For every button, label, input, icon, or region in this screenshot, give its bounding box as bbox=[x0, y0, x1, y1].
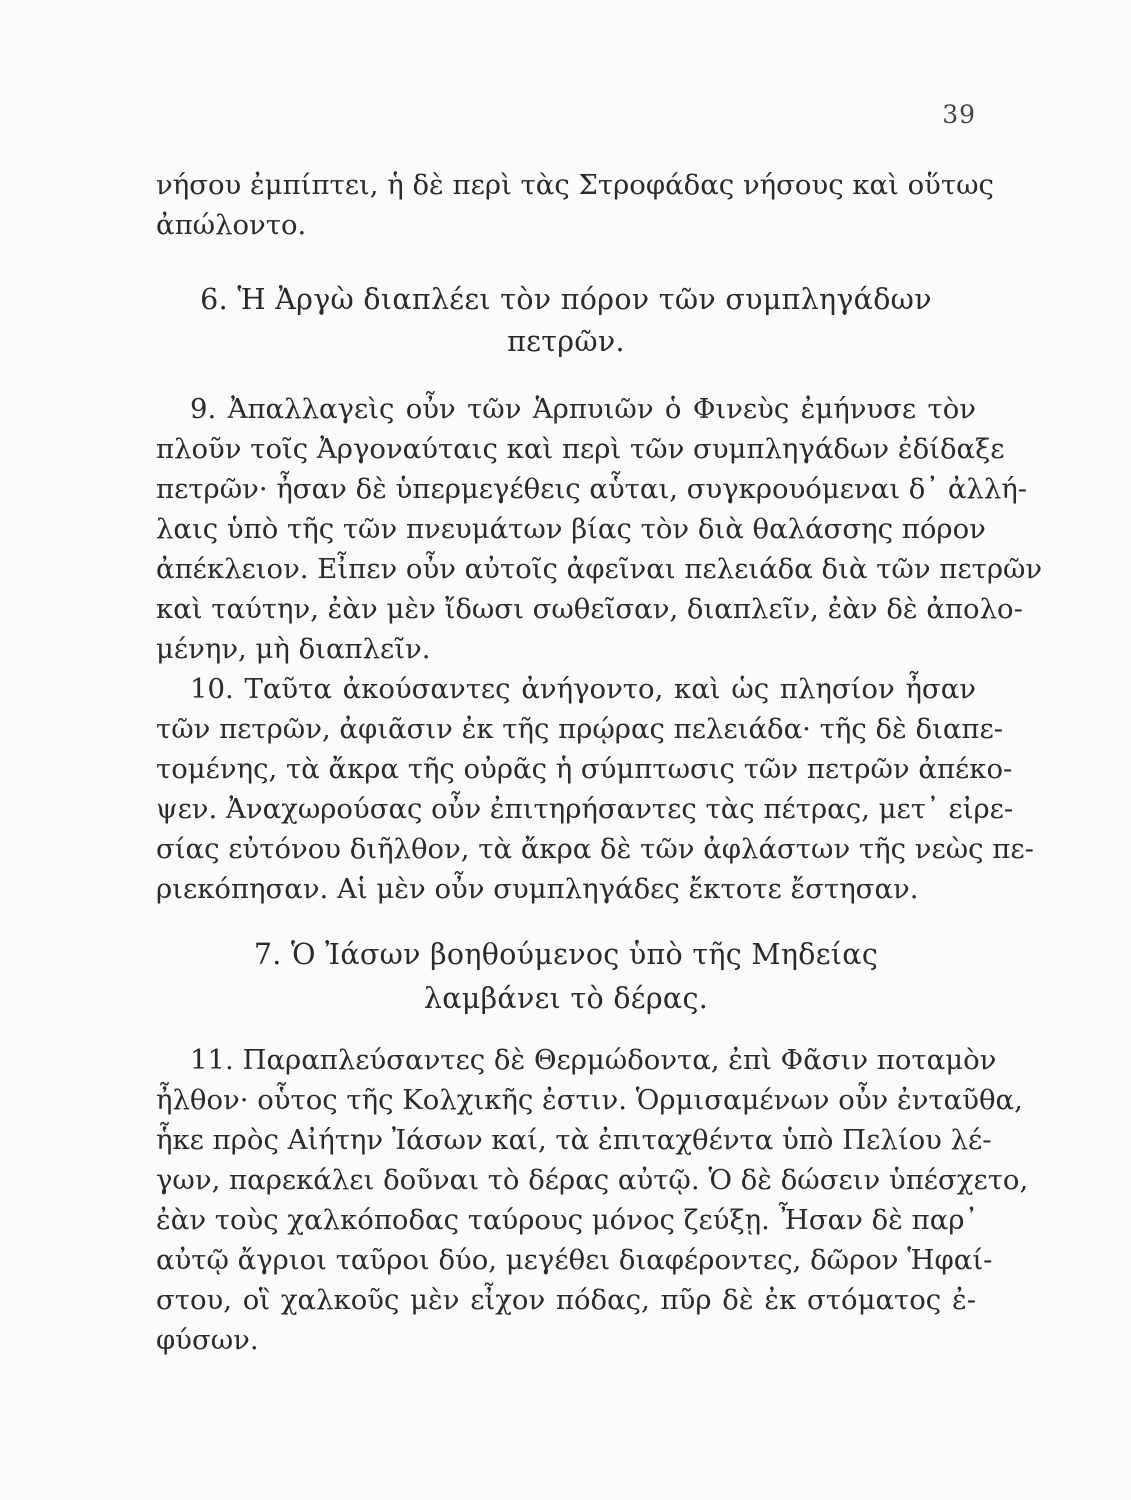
text-line: ἧκε πρὸς Αἰήτην Ἰάσων καί, τὰ ἐπιταχθέντα ὑπὸ Πελίου λέ- bbox=[156, 1124, 992, 1156]
text-line: πλοῦν τοῖς Ἀργοναύταις καὶ περὶ τῶν συμπληγάδων ἐδίδαξε bbox=[156, 433, 1005, 465]
text-line: πετρῶν· ἦσαν δὲ ὑπερμεγέθεις αὗται, συγκρουόμεναι δ᾿ ἀλλή- bbox=[156, 473, 1028, 505]
text-line: τῶν πετρῶν, ἀφιᾶσιν ἐκ τῆς πρῴρας πελειάδα· τῆς δὲ διαπε- bbox=[156, 713, 1004, 745]
text-line: γων, παρεκάλει δοῦναι τὸ δέρας αὐτῷ. Ὁ δὲ δώσειν ὑπέσχετο, bbox=[156, 1164, 1029, 1196]
text-line: φύσων. bbox=[156, 1324, 259, 1356]
section-heading: 7. Ὁ Ἰάσων βοηθούμενος ὑπὸ τῆς Μηδείας bbox=[253, 938, 879, 971]
text-line: 11. Παραπλεύσαντες δὲ Θερμώδοντα, ἐπὶ Φᾶσιν ποταμὸν bbox=[190, 1044, 997, 1076]
section-heading: 6. Ἡ Ἀργὼ διαπλέει τὸν πόρον τῶν συμπληγάδων bbox=[200, 283, 932, 316]
text-line: ἀπώλοντο. bbox=[156, 209, 307, 241]
text-line: μένην, μὴ διαπλεῖν. bbox=[156, 633, 431, 665]
text-line: 10. Ταῦτα ἀκούσαντες ἀνήγοντο, καὶ ὡς πλησίον ἦσαν bbox=[190, 673, 976, 705]
text-line: στου, οἳ χαλκοῦς μὲν εἶχον πόδας, πῦρ δὲ ἐκ στόματος ἐ- bbox=[156, 1284, 976, 1316]
text-line: 9. Ἀπαλλαγεὶς οὖν τῶν Ἁρπυιῶν ὁ Φινεὺς ἐμήνυσε τὸν bbox=[190, 393, 976, 425]
text-line: νήσου ἐμπίπτει, ἡ δὲ περὶ τὰς Στροφάδας νήσους καὶ οὕτως bbox=[156, 169, 994, 201]
section-heading: πετρῶν. bbox=[507, 325, 625, 358]
text-line: ἦλθον· οὗτος τῆς Κολχικῆς ἐστιν. Ὁρμισαμένων οὖν ἐνταῦθα, bbox=[156, 1084, 1023, 1116]
text-line: τομένης, τὰ ἄκρα τῆς οὐρᾶς ἡ σύμπτωσις τῶν πετρῶν ἀπέκο- bbox=[156, 753, 1013, 785]
text-line: καὶ ταύτην, ἐὰν μὲν ἴδωσι σωθεῖσαν, διαπλεῖν, ἐὰν δὲ ἀπολο- bbox=[156, 593, 1023, 625]
text-line: αὐτῷ ἄγριοι ταῦροι δύο, μεγέθει διαφέροντες, δῶρον Ἡφαί- bbox=[156, 1244, 993, 1276]
section-heading: λαμβάνει τὸ δέρας. bbox=[423, 982, 709, 1015]
text-line: σίας εὐτόνου διῆλθον, τὰ ἄκρα δὲ τῶν ἀφλάστων τῆς νεὼς πε- bbox=[156, 833, 1034, 865]
text-line: ἐὰν τοὺς χαλκόποδας ταύρους μόνος ζεύξῃ. Ἦσαν δὲ παρ᾿ bbox=[156, 1204, 979, 1236]
text-line: ριεκόπησαν. Αἱ μὲν οὖν συμπληγάδες ἔκτοτε ἔστησαν. bbox=[156, 873, 919, 905]
text-line: ἀπέκλειον. Εἶπεν οὖν αὐτοῖς ἀφεῖναι πελειάδα διὰ τῶν πετρῶν bbox=[156, 553, 1043, 585]
page-number: 39 bbox=[942, 100, 976, 129]
text-line: ψεν. Ἀναχωρούσας οὖν ἐπιτηρήσαντες τὰς πέτρας, μετ᾿ εἰρε- bbox=[156, 793, 1014, 825]
text-line: λαις ὑπὸ τῆς τῶν πνευμάτων βίας τὸν διὰ θαλάσσης πόρον bbox=[156, 513, 986, 545]
